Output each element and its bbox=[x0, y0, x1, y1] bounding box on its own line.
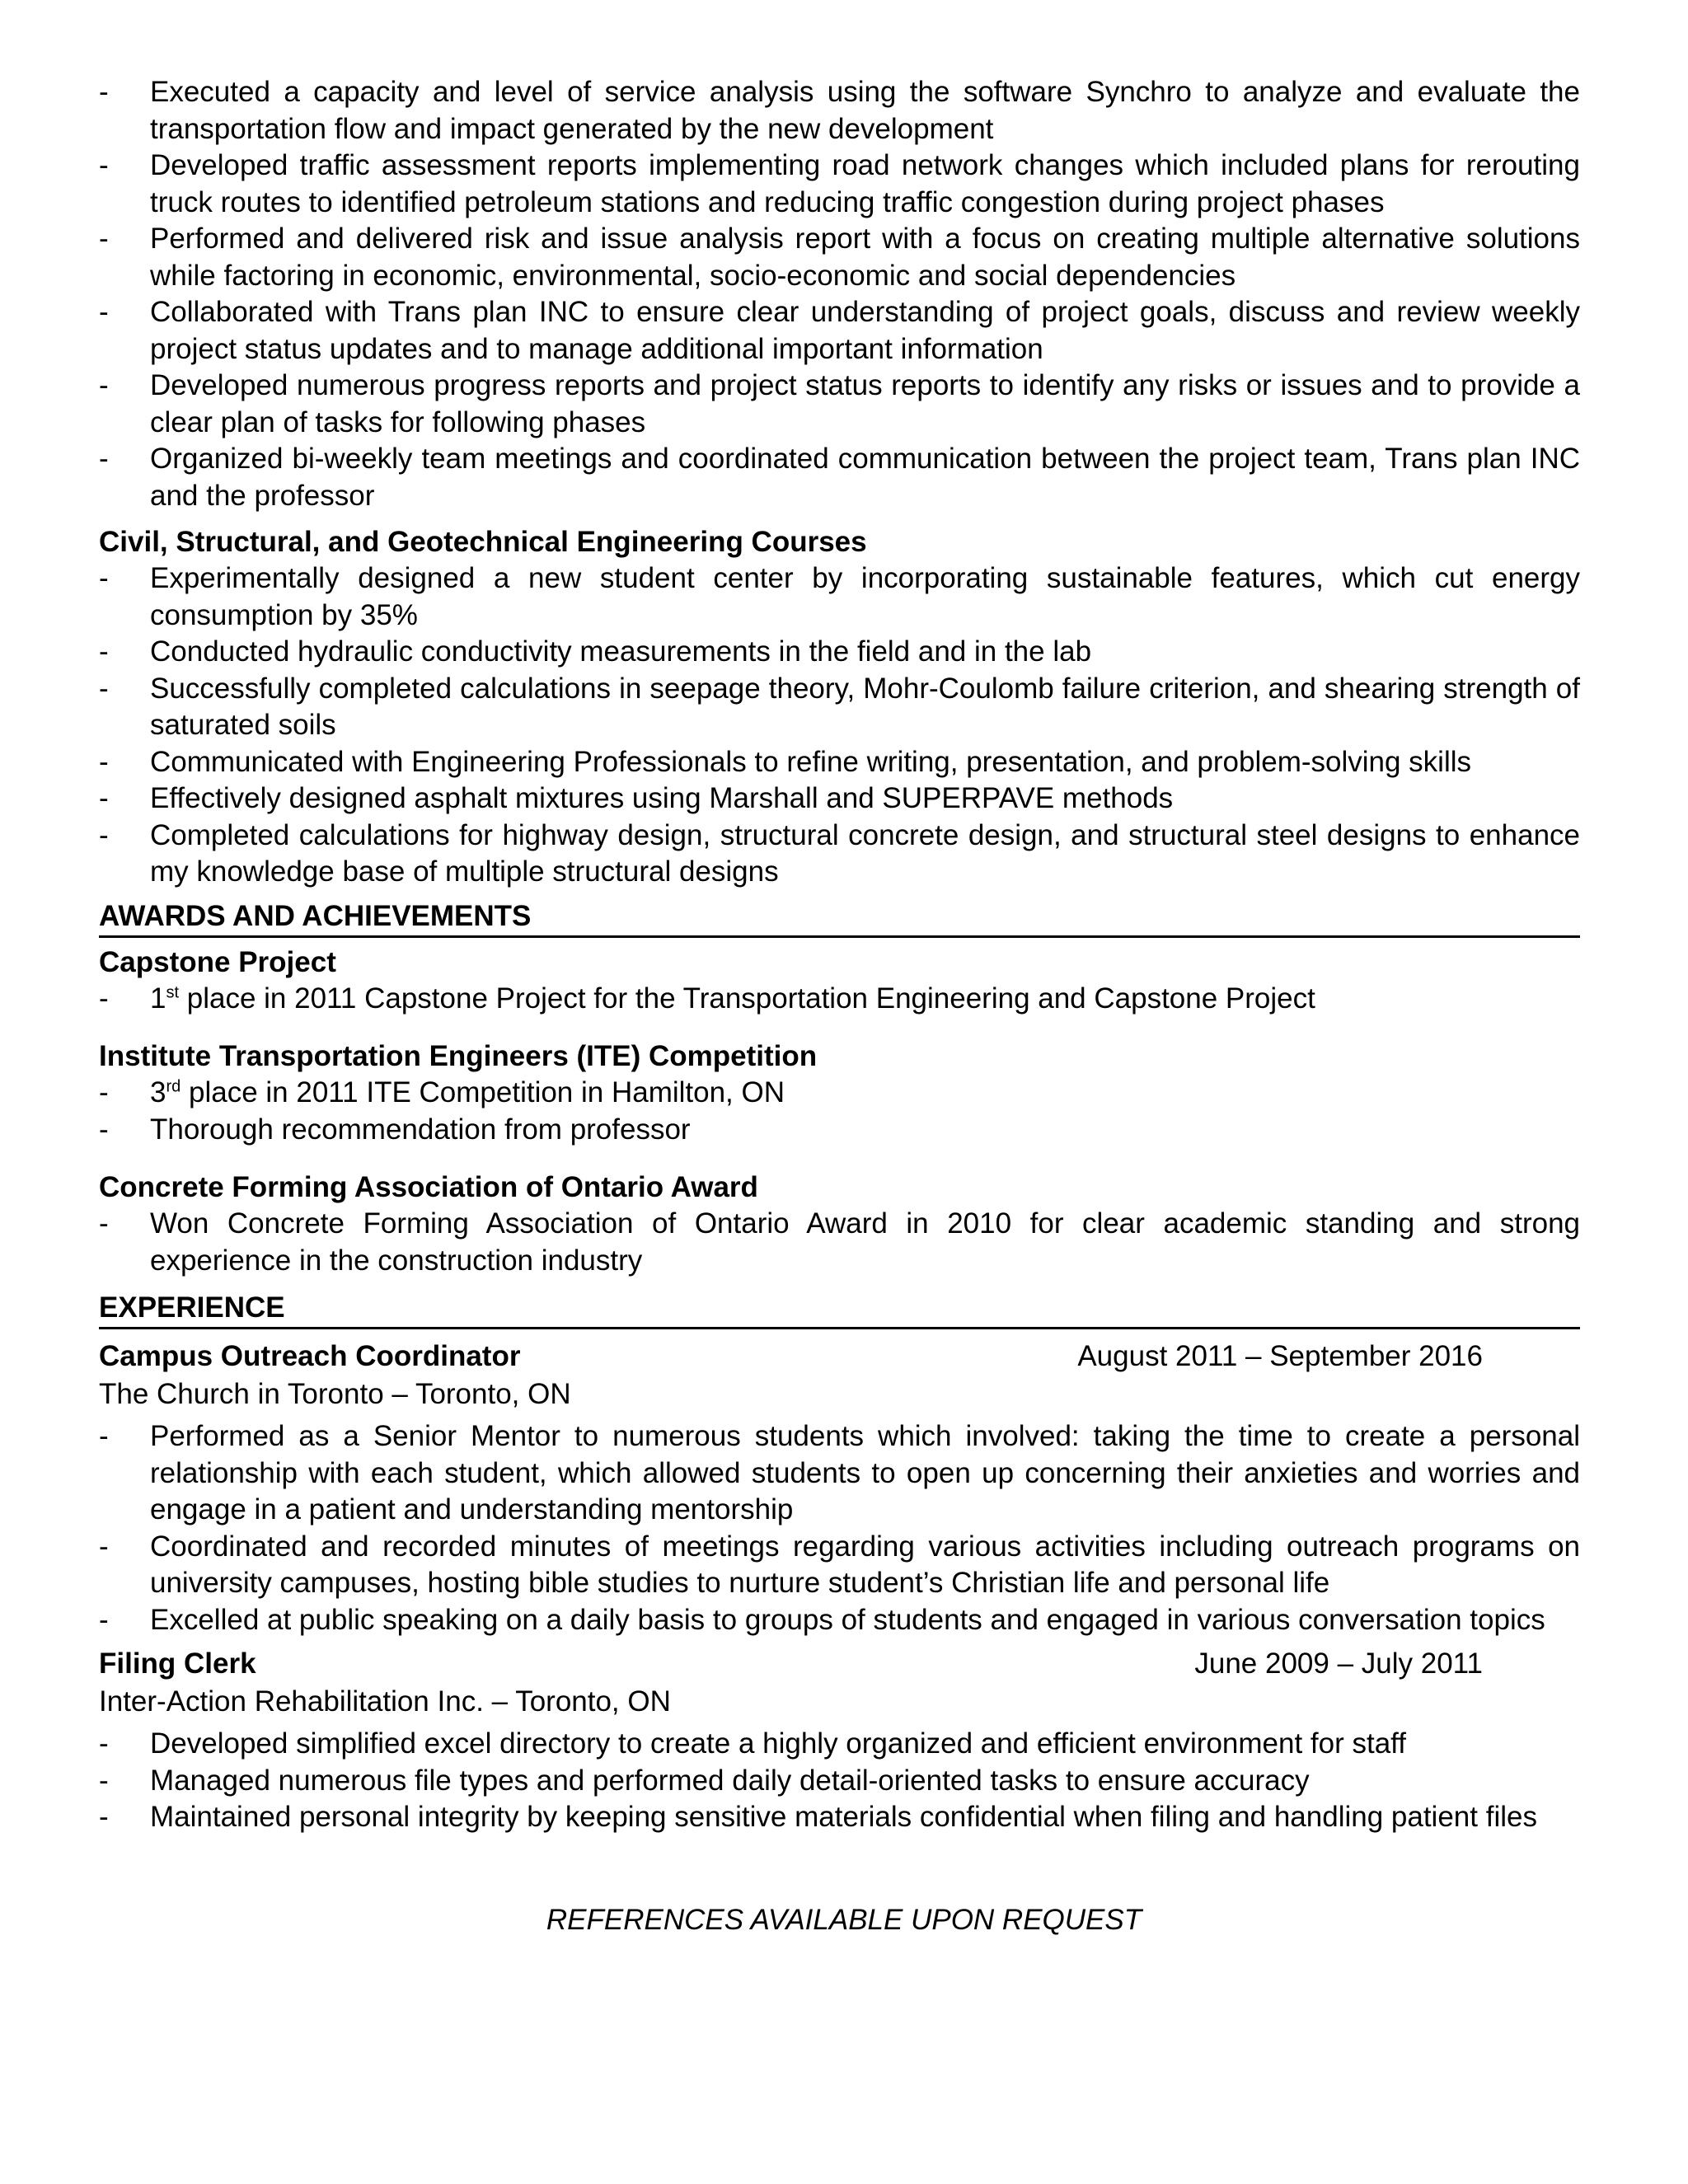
job-title: Filing Clerk bbox=[99, 1647, 256, 1680]
bullet-dash: - bbox=[99, 1207, 109, 1240]
list-item: - Developed traffic assessment reports implementing road network changes which included plans for rerouting truck routes to identified petroleum stations and reducing traffic congestion during project phases bbox=[99, 149, 1580, 218]
list-item: - Won Concrete Forming Association of Ontario Award in 2010 for clear academic standing and strong experience in the construction industry bbox=[99, 1207, 1580, 1277]
ite-heading: Institute Transportation Engineers (ITE) Competition bbox=[99, 1040, 818, 1072]
bullet-dash: - bbox=[99, 443, 109, 475]
bullet-dash: - bbox=[99, 1113, 109, 1146]
ite-bullet-list bbox=[99, 1075, 1580, 1148]
bullet-dash: - bbox=[99, 635, 109, 668]
bullet-dash: - bbox=[99, 818, 109, 851]
list-item: - Completed calculations for highway design, structural concrete design, and structural steel designs to enhance my knowledge base of multiple structural designs bbox=[99, 818, 1580, 888]
references-footer: REFERENCES AVAILABLE UPON REQUEST bbox=[546, 1904, 1142, 1936]
list-item: - Maintained personal integrity by keeping sensitive materials confidential when filing and handling patient files bbox=[99, 1799, 1580, 1836]
job-dates: August 2011 – September 2016 bbox=[1077, 1340, 1483, 1372]
awards-section-title: AWARDS AND ACHIEVEMENTS bbox=[99, 899, 1580, 938]
list-item: - 3rd place in 2011 ITE Competition in Hamilton, ON bbox=[99, 1075, 1580, 1112]
bullet-dash: - bbox=[99, 562, 109, 594]
job-organization: The Church in Toronto – Toronto, ON bbox=[99, 1378, 571, 1410]
bullet-dash: - bbox=[99, 1801, 109, 1833]
bullet-dash: - bbox=[99, 1727, 109, 1760]
bullet-dash: - bbox=[99, 369, 109, 401]
bullet-dash: - bbox=[99, 1076, 109, 1108]
list-item: - Performed and delivered risk and issue analysis report with a focus on creating multiple alternative solutions while factoring in economic, environmental, socio-economic and social dependencies bbox=[99, 223, 1580, 292]
bullet-dash: - bbox=[99, 1603, 109, 1636]
courses-bullet-list bbox=[99, 560, 1580, 891]
list-item: - Organized bi-weekly team meetings and coordinated communication between the project team, Trans plan INC and the professor bbox=[99, 443, 1580, 512]
list-item: - Developed numerous progress reports and project status reports to identify any risks or issues and to provide a clear plan of tasks for following phases bbox=[99, 369, 1580, 438]
bullet-dash: - bbox=[99, 1420, 109, 1452]
list-item: - Communicated with Engineering Professionals to refine writing, presentation, and problem-solving skills bbox=[99, 744, 1580, 781]
bullet-dash: - bbox=[99, 296, 109, 328]
list-item: - 1st place in 2011 Capstone Project for the Transportation Engineering and Capstone Project bbox=[99, 981, 1580, 1018]
list-item: - Effectively designed asphalt mixtures using Marshall and SUPERPAVE methods bbox=[99, 780, 1580, 818]
list-item: - Experimentally designed a new student center by incorporating sustainable features, which cut energy consumption by 35% bbox=[99, 562, 1580, 631]
capstone-heading: Capstone Project bbox=[99, 945, 336, 978]
job-header bbox=[99, 1645, 1580, 1683]
list-item: - Excelled at public speaking on a daily basis to groups of students and engaged in various conversation topics bbox=[99, 1602, 1580, 1639]
bullet-dash: - bbox=[99, 1764, 109, 1797]
bullet-dash: - bbox=[99, 745, 109, 778]
list-item: - Executed a capacity and level of service analysis using the software Synchro to analyze and evaluate the transportation flow and impact generated by the new development bbox=[99, 76, 1580, 145]
bullet-dash: - bbox=[99, 672, 109, 705]
list-item: - Managed numerous file types and performed daily detail-oriented tasks to ensure accuracy bbox=[99, 1763, 1580, 1800]
bullet-dash: - bbox=[99, 982, 109, 1015]
resume-content bbox=[99, 74, 1580, 1836]
capstone-bullet-list bbox=[99, 981, 1580, 1018]
list-item: - Performed as a Senior Mentor to numerous students which involved: taking the time to create a personal relationship with each student, which allowed students to open up concerning their anxieties and worries and engage in a patient and understanding mentorship bbox=[99, 1420, 1580, 1526]
job-bullet-list bbox=[99, 1726, 1580, 1836]
job-organization: Inter-Action Rehabilitation Inc. – Toronto, ON bbox=[99, 1685, 671, 1718]
experience-section-title: EXPERIENCE bbox=[99, 1291, 1580, 1329]
bullet-dash: - bbox=[99, 76, 109, 108]
bullet-dash: - bbox=[99, 782, 109, 814]
concrete-award-heading: Concrete Forming Association of Ontario Award bbox=[99, 1171, 758, 1203]
concrete-bullet-list bbox=[99, 1206, 1580, 1279]
job-bullet-list bbox=[99, 1418, 1580, 1638]
job-dates: June 2009 – July 2011 bbox=[1194, 1647, 1483, 1680]
bullet-dash: - bbox=[99, 223, 109, 255]
list-item: - Successfully completed calculations in seepage theory, Mohr-Coulomb failure criterion, and shearing strength of saturated soils bbox=[99, 672, 1580, 741]
list-item: - Collaborated with Trans plan INC to ensure clear understanding of project goals, discuss and review weekly project status updates and to manage additional important information bbox=[99, 296, 1580, 365]
job-title: Campus Outreach Coordinator bbox=[99, 1340, 521, 1372]
courses-heading: Civil, Structural, and Geotechnical Engineering Courses bbox=[99, 526, 867, 558]
list-item: - Coordinated and recorded minutes of meetings regarding various activities including outreach programs on university campuses, hosting bible studies to nurture student’s Christian life and personal life bbox=[99, 1530, 1580, 1599]
bullet-dash: - bbox=[99, 149, 109, 181]
bullet-dash: - bbox=[99, 1530, 109, 1563]
list-item: - Developed simplified excel directory to create a highly organized and efficient environment for staff bbox=[99, 1726, 1580, 1763]
list-item: - Thorough recommendation from professor bbox=[99, 1112, 1580, 1149]
project-bullet-list bbox=[99, 74, 1580, 514]
job-header bbox=[99, 1338, 1580, 1376]
list-item: - Conducted hydraulic conductivity measurements in the field and in the lab bbox=[99, 634, 1580, 671]
